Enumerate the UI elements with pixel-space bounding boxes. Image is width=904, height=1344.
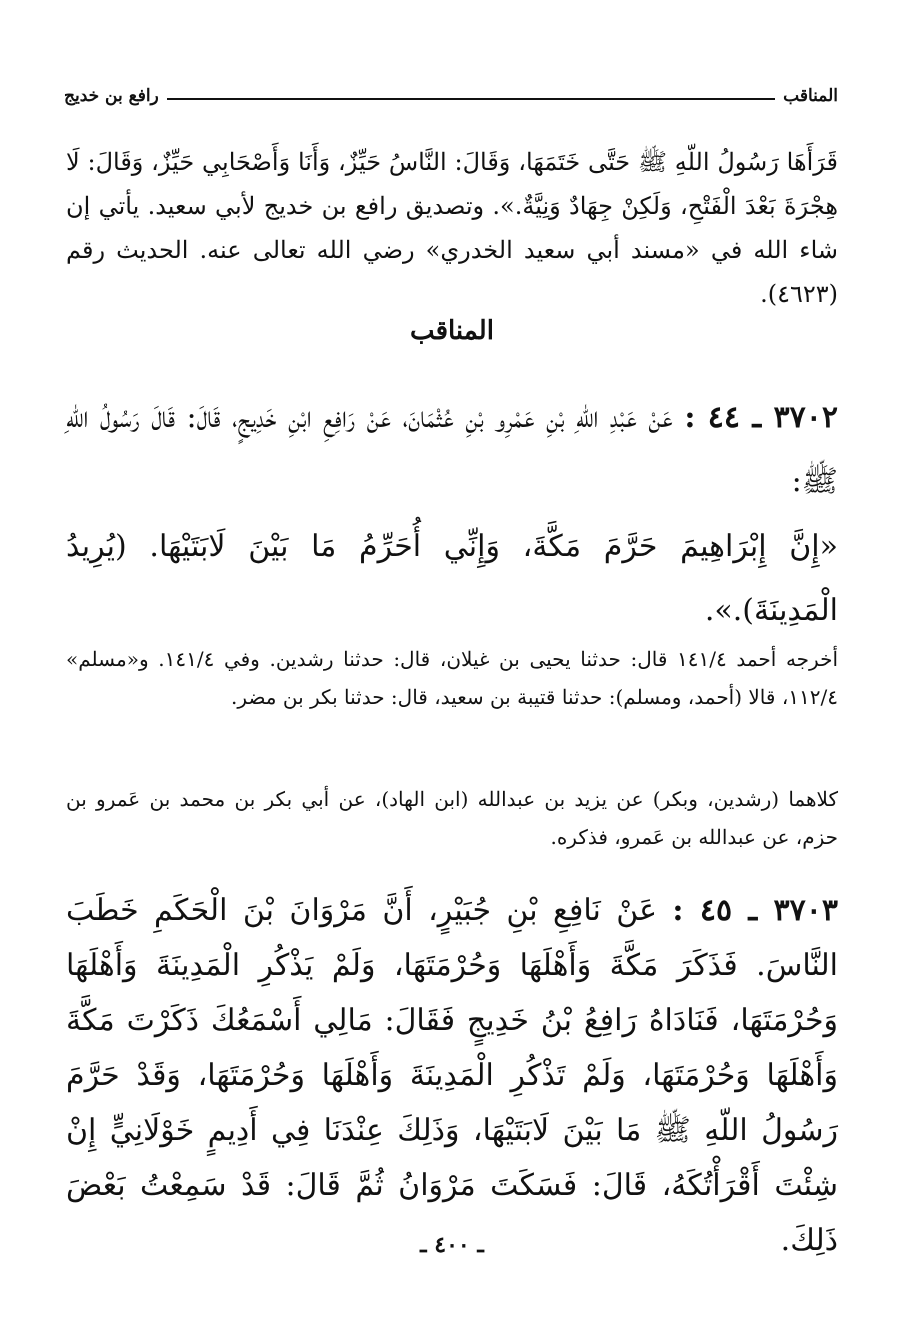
- intro-paragraph: قَرَأَهَا رَسُولُ اللّهِ ﷺ حَتَّى خَتَمَهَا، وَقَالَ: النَّاسُ حَيِّزٌ، وَأَنَا وَأَصْحَابِي حَيِّزٌ، وَقَالَ: لَا هِجْرَةَ بَعْدَ الْفَتْحِ، وَلَكِنْ جِهَادٌ وَنِيَّةٌ.». وتصديق رافع بن خديج لأبي سعيد. يأتي إن شاء الله في «مسند أبي سعيد الخدري» رضي الله تعالى عنه. الحديث رقم (٤٦٢٣).: [66, 148, 838, 308]
- hadith-3702-quote: «إِنَّ إِبْرَاهِيمَ حَرَّمَ مَكَّةَ، وَإِنِّي أُحَرِّمُ مَا بَيْنَ لَابَتَيْهَا. (يُرِيدُ الْمَدِينَةَ).».: [66, 529, 838, 628]
- hadith-text: عَنْ نَافِعِ بْنِ جُبَيْرٍ، أَنَّ مَرْوَانَ بْنَ الْحَكَمِ خَطَبَ النَّاسَ. فَذَكَرَ مَكَّةَ وَأَهْلَهَا وَحُرْمَتَهَا، وَلَمْ يَذْكُرِ الْمَدِينَةَ وَأَهْلَهَا وَحُرْمَتَهَا، فَنَادَاهُ رَافِعُ بْنُ خَدِيجٍ فَقَالَ: مَالِي أَسْمَعُكَ ذَكَرْتَ مَكَّةَ وَأَهْلَهَا وَحُرْمَتَهَا، وَلَمْ تَذْكُرِ الْمَدِينَةَ وَأَهْلَهَا وَحُرْمَتَهَا، وَقَدْ حَرَّمَ رَسُولُ اللّهِ ﷺ مَا بَيْنَ لَابَتَيْهَا، وَذَلِكَ عِنْدَنَا فِي أَدِيمٍ خَوْلَانِيٍّ إِنْ شِئْتَ أَقْرَأْتُكَهُ، قَالَ: فَسَكَتَ مَرْوَانُ ثُمَّ قَالَ: قَدْ سَمِعْتُ بَعْضَ ذَلِكَ.: [66, 893, 838, 1258]
- hadith-3702: [66, 386, 838, 514]
- page-number: ـ ٤٠٠ ـ: [420, 1232, 484, 1258]
- hadith-text: عَنْ عَبْدِ اللّهِ بْنِ عَمْرِو بْنِ عُثْمَانَ، عَنْ رَافِعِ ابْنِ خَدِيجٍ، قَالَ: قَالَ رَسُولُ اللّهِ ﷺ:: [66, 400, 838, 499]
- takhrij-paragraph-1: أخرجه أحمد ١٤١/٤ قال: حدثنا يحيى بن غيلان، قال: حدثنا رشدين. وفي ١٤١/٤. و«مسلم» ١١٢/٤، قالا (أحمد، ومسلم): حدثنا قتيبة بن سعيد، قال: حدثنا بكر بن مضر.: [66, 647, 838, 709]
- running-header: [64, 86, 838, 106]
- header-companion: رافع بن خديج: [64, 86, 159, 106]
- section-title: المناقب: [410, 316, 494, 346]
- hadith-3703: [66, 883, 838, 1268]
- header-section: المناقب: [783, 86, 838, 106]
- hadith-number: ٣٧٠٢ ـ ٤٤ :: [684, 400, 838, 435]
- hadith-number: ٣٧٠٣ ـ ٤٥ :: [672, 893, 838, 928]
- takhrij-paragraph-2: كلاهما (رشدين، وبكر) عن يزيد بن عبدالله (ابن الهاد)، عن أبي بكر بن محمد بن عَمرو بن حزم، عن عبدالله بن عَمرو، فذكره.: [66, 787, 838, 849]
- header-rule: [167, 98, 775, 100]
